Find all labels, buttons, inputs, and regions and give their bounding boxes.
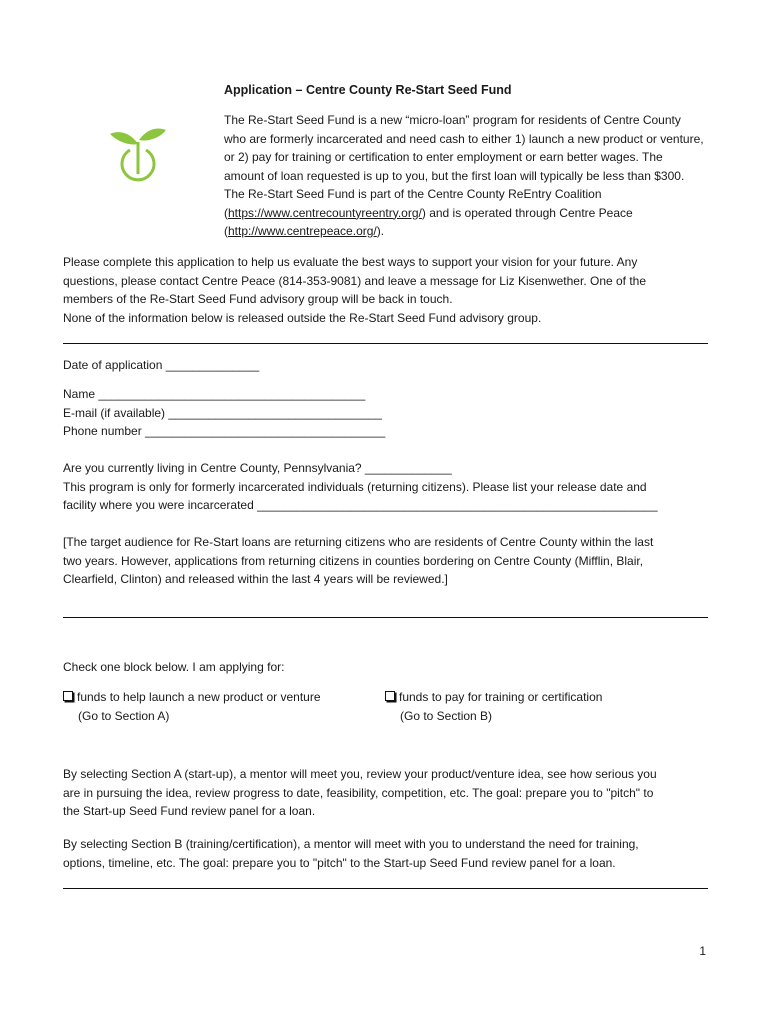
residency-question[interactable]: Are you currently living in Centre County, Pennsylvania? _____________ bbox=[63, 461, 452, 475]
option-a-checkbox[interactable] bbox=[63, 688, 321, 725]
residency-text: This program is only for formerly incarcerated individuals (returning citizens). Please list your release date and bbox=[63, 479, 647, 494]
audience-line: Clearfield, Clinton) and released within the last 4 years will be reviewed.] bbox=[63, 572, 448, 586]
date-field[interactable] bbox=[63, 356, 708, 375]
section-a-line: are in pursuing the idea, review progress to date, feasibility, competition, etc. The goal: prepare you to "pitch" to bbox=[63, 785, 654, 800]
centre-peace-link[interactable]: http://www.centrepeace.org/ bbox=[228, 224, 377, 238]
reentry-link[interactable]: https://www.centrecountyreentry.org/ bbox=[228, 205, 422, 220]
release-facility-field[interactable]: facility where you were incarcerated ____________________________________________________________ bbox=[63, 498, 658, 512]
option-a-note: (Go to Section A) bbox=[78, 708, 170, 723]
section-b-line: By selecting Section B (training/certification), a mentor will meet with you to understand the need for training, bbox=[63, 837, 639, 851]
instructions-line: questions, please contact Centre Peace (814-353-9081) and leave a message for Liz Kisenwether. One of the bbox=[63, 273, 647, 288]
checkbox-icon[interactable] bbox=[385, 691, 395, 701]
instructions-line: members of the Re-Start Seed Fund advisory group will be back in touch. bbox=[63, 292, 453, 306]
intro-end-text: ). bbox=[376, 224, 385, 238]
instructions bbox=[63, 253, 708, 327]
name-field[interactable]: Name ________________________________________ bbox=[63, 387, 366, 401]
residency-section bbox=[63, 459, 708, 515]
instructions-line: None of the information below is released outside the Re-Start Seed Fund advisory group. bbox=[63, 310, 542, 325]
audience-line: two years. However, applications from returning citizens in counties bordering on Centre County (Mifflin, Blair, bbox=[63, 553, 644, 568]
divider bbox=[63, 617, 708, 618]
seedling-logo bbox=[108, 122, 168, 192]
option-a-label: funds to help launch a new product or venture bbox=[77, 690, 321, 704]
intro-paragraph bbox=[224, 111, 704, 241]
divider bbox=[63, 343, 708, 344]
option-b-note: (Go to Section B) bbox=[400, 708, 493, 723]
audience-note bbox=[63, 533, 708, 589]
section-b-line: options, timeline, etc. The goal: prepare you to "pitch" to the Start-up Seed Fund review panel for a loan. bbox=[63, 855, 616, 870]
section-a-description bbox=[63, 765, 708, 821]
divider bbox=[63, 888, 708, 889]
intro-mid-text: ) and is operated through Centre Peace ( bbox=[224, 205, 633, 238]
section-b-description bbox=[63, 835, 708, 872]
date-field-label[interactable]: Date of application ______________ bbox=[63, 358, 260, 372]
section-a-line: By selecting Section A (start-up), a mentor will meet you, review your product/venture idea, see how serious you bbox=[63, 767, 657, 781]
page-number: 1 bbox=[699, 944, 706, 958]
page-title: Application – Centre County Re-Start Seed Fund bbox=[224, 83, 512, 97]
contact-fields bbox=[63, 385, 708, 441]
phone-field[interactable]: Phone number ____________________________________ bbox=[63, 424, 386, 438]
intro-text: The Re-Start Seed Fund is a new “micro-loan” program for residents of Centre County who are formerly incarcerated and need cash to either 1) launch a new product or venture, or 2) pay for training or certification to enter employment or earn better wages. The amount of loan requested is up to you, but the first loan will typically be less than $300. The Re-Start Seed Fund is part of the Centre County ReEntry Coalition ( bbox=[224, 113, 704, 220]
option-b-checkbox[interactable] bbox=[385, 688, 602, 725]
checkbox-icon[interactable] bbox=[63, 691, 73, 701]
option-b-label: funds to pay for training or certification bbox=[399, 690, 603, 704]
email-field[interactable]: E-mail (if available) ________________________________ bbox=[63, 405, 382, 420]
instructions-line: Please complete this application to help us evaluate the best ways to support your vision for your future. Any bbox=[63, 255, 638, 269]
applying-prompt: Check one block below. I am applying for: bbox=[63, 660, 285, 674]
section-a-line: the Start-up Seed Fund review panel for a loan. bbox=[63, 804, 316, 818]
audience-line: [The target audience for Re-Start loans are returning citizens who are residents of Centre County within the last bbox=[63, 535, 654, 549]
